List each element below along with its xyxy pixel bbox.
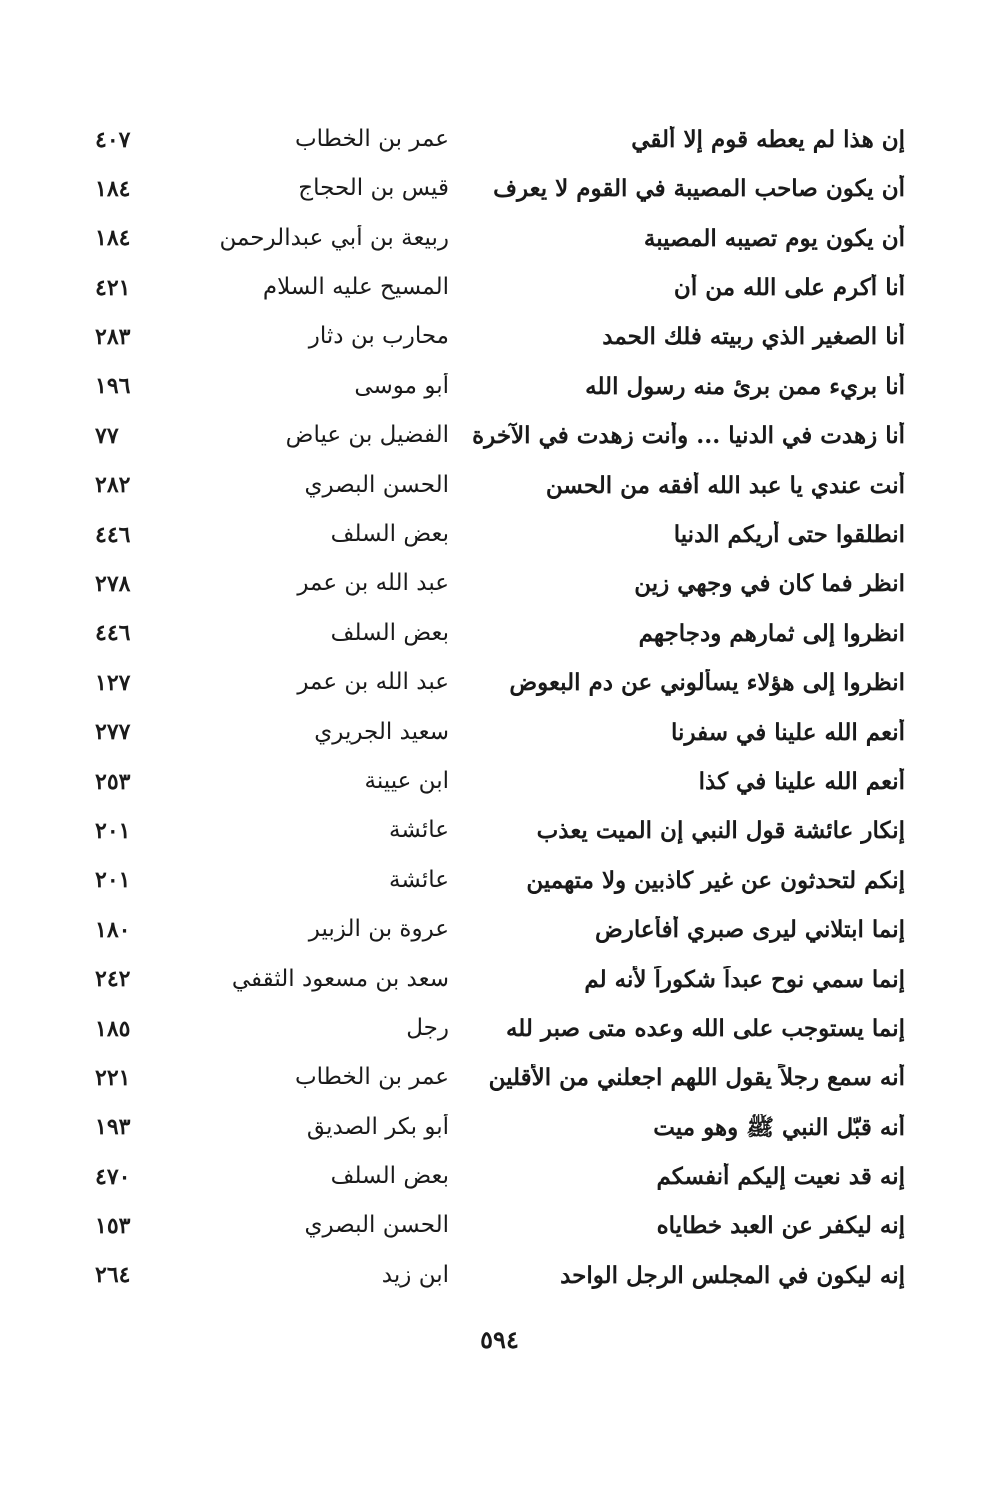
entry-page-ref: ٤٠٧ <box>95 126 131 153</box>
entry-narrator: عمر بن الخطاب <box>294 1064 449 1091</box>
entry-phrase: أنه سمع رجلاً يقول اللهم اجعلني من الأقلين <box>488 1064 905 1092</box>
entry-phrase: إنكار عائشة قول النبي إن الميت يعذب <box>536 817 905 845</box>
entry-page-ref: ٢٨٢ <box>95 472 131 499</box>
index-row <box>95 658 905 707</box>
index-row <box>95 757 905 806</box>
entry-page-ref: ٤٢١ <box>95 274 131 301</box>
entry-page-ref: ٧٧ <box>95 422 119 449</box>
index-row <box>95 905 905 954</box>
entry-narrator: الحسن البصري <box>304 471 449 498</box>
entry-narrator: عمر بن الخطاب <box>294 125 449 152</box>
entry-page-ref: ١٨٤ <box>95 225 131 252</box>
entry-narrator: عروة بن الزبير <box>308 916 449 943</box>
entry-narrator: ابن عيينة <box>364 767 449 794</box>
entry-phrase: إنه ليكفر عن العبد خطاياه <box>656 1212 905 1240</box>
index-row <box>95 856 905 905</box>
index-row <box>95 510 905 559</box>
entry-phrase: أنعم الله علينا في كذا <box>698 767 905 795</box>
entry-page-ref: ٤٤٦ <box>95 620 131 647</box>
entry-page-ref: ١٩٣ <box>95 1114 131 1141</box>
entry-page-ref: ٢٠١ <box>95 817 131 844</box>
entry-narrator: سعيد الجريري <box>314 718 449 745</box>
entry-phrase: إنما سمي نوح عبداً شكوراً لأنه لم <box>584 965 905 993</box>
entry-narrator: رجل <box>406 1014 449 1041</box>
entry-narrator: بعض السلف <box>330 521 449 548</box>
index-table <box>95 115 905 1300</box>
entry-page-ref: ١٥٣ <box>95 1213 131 1240</box>
entry-phrase: إنكم لتحدثون عن غير كاذبين ولا متهمين <box>526 866 905 894</box>
entry-phrase: أنا الصغير الذي ربيته فلك الحمد <box>602 323 905 351</box>
entry-narrator: المسيح عليه السلام <box>262 274 449 301</box>
entry-phrase: انطلقوا حتى أريكم الدنيا <box>673 521 905 549</box>
entry-page-ref: ٢٥٣ <box>95 768 131 795</box>
entry-phrase: انظروا إلى هؤلاء يسألوني عن دم البعوض <box>509 669 905 697</box>
entry-narrator: الحسن البصري <box>304 1212 449 1239</box>
index-row <box>95 313 905 362</box>
entry-narrator: بعض السلف <box>330 619 449 646</box>
entry-page-ref: ٢٧٨ <box>95 571 131 598</box>
entry-narrator: ربيعة بن أبي عبدالرحمن <box>219 224 449 251</box>
index-row <box>95 1004 905 1053</box>
entry-narrator: ابن زيد <box>381 1261 449 1288</box>
entry-page-ref: ٤٧٠ <box>95 1163 131 1190</box>
entry-page-ref: ١٩٦ <box>95 373 131 400</box>
page-number: ٥٩٤ <box>480 1325 519 1354</box>
entry-page-ref: ٢٦٤ <box>95 1262 131 1289</box>
entry-page-ref: ٢٧٧ <box>95 719 131 746</box>
entry-phrase: أن يكون صاحب المصيبة في القوم لا يعرف <box>493 175 905 203</box>
entry-page-ref: ٢٤٢ <box>95 966 131 993</box>
index-row <box>95 263 905 312</box>
entry-narrator: قيس بن الحجاج <box>298 175 449 202</box>
index-row <box>95 164 905 213</box>
entry-phrase: إنه قد نعيت إليكم أنفسكم <box>656 1163 905 1191</box>
index-row <box>95 1152 905 1201</box>
index-row <box>95 214 905 263</box>
entry-phrase: إن هذا لم يعطه قوم إلا ألقي <box>631 125 905 153</box>
index-row <box>95 560 905 609</box>
index-row <box>95 708 905 757</box>
entry-narrator: بعض السلف <box>330 1163 449 1190</box>
entry-phrase: انظر فما كان في وجهي زين <box>634 570 905 598</box>
index-row <box>95 1103 905 1152</box>
entry-phrase: أنه قبّل النبي ﷺ وهو ميت <box>653 1113 905 1141</box>
entry-narrator: أبو موسى <box>354 372 449 399</box>
index-row <box>95 115 905 164</box>
entry-narrator: الفضيل بن عياض <box>285 422 449 449</box>
entry-phrase: إنما ابتلاني ليرى صبري أفأعارض <box>595 916 905 944</box>
entry-narrator: محارب بن دثار <box>308 323 449 350</box>
entry-page-ref: ١٨٤ <box>95 175 131 202</box>
index-row <box>95 362 905 411</box>
entry-page-ref: ١٨٠ <box>95 916 131 943</box>
index-row <box>95 411 905 460</box>
entry-phrase: أنا بريء ممن برئ منه رسول الله <box>585 372 905 400</box>
entry-phrase: إنه ليكون في المجلس الرجل الواحد <box>560 1261 905 1289</box>
entry-narrator: عبد الله بن عمر <box>297 669 449 696</box>
entry-page-ref: ٢٠١ <box>95 867 131 894</box>
entry-narrator: عائشة <box>389 866 449 893</box>
entry-page-ref: ٢٨٣ <box>95 324 131 351</box>
entry-phrase: أنا زهدت في الدنيا ... وأنت زهدت في الآخرة <box>472 422 905 450</box>
entry-page-ref: ١٨٥ <box>95 1015 131 1042</box>
entry-narrator: أبو بكر الصديق <box>306 1113 449 1140</box>
entry-phrase: أن يكون يوم تصيبه المصيبة <box>643 224 905 252</box>
entry-phrase: إنما يستوجب على الله وعده متى صبر لله <box>505 1014 905 1042</box>
index-row <box>95 955 905 1004</box>
index-row <box>95 806 905 855</box>
index-row <box>95 1053 905 1102</box>
entry-narrator: عبد الله بن عمر <box>297 570 449 597</box>
entry-phrase: أنت عندي يا عبد الله أفقه من الحسن <box>545 471 905 499</box>
entry-phrase: أنعم الله علينا في سفرنا <box>671 718 905 746</box>
index-row <box>95 1251 905 1300</box>
entry-page-ref: ٤٤٦ <box>95 521 131 548</box>
index-row <box>95 461 905 510</box>
entry-phrase: أنا أكرم على الله من أن <box>673 274 905 302</box>
entry-phrase: انظروا إلى ثمارهم ودجاجهم <box>638 619 905 647</box>
entry-page-ref: ٢٢١ <box>95 1064 131 1091</box>
index-row <box>95 609 905 658</box>
index-row <box>95 1202 905 1251</box>
entry-page-ref: ١٢٧ <box>95 669 131 696</box>
entry-narrator: عائشة <box>389 817 449 844</box>
entry-narrator: سعد بن مسعود الثقفي <box>231 965 449 992</box>
